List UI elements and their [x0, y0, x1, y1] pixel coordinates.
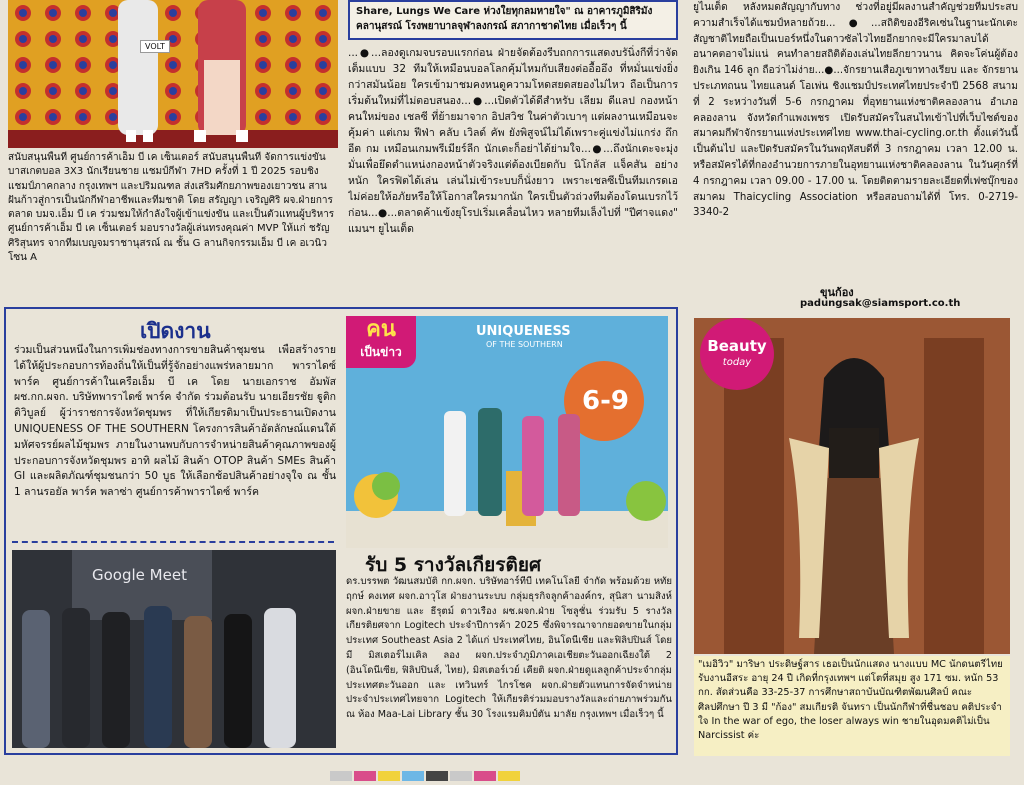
open-shop-headline: เปิดงาน	[140, 318, 211, 343]
sports-column-right: ยูไนเต็ด หลังหมดสัญญากับทาง ช่วงที่อยู่มีผลงานสำคัญช่วยทีมประสบความสำเร็จได้แชมป์หลายถ้วย...●...สถิติของอีริคเซ่นในฐานะนักเตะสัญชาติไทยถือเป็นเบอร์หนึ่งในดาวซัลไวไทยอีกยากจะมีใครมาลบได้ อนาคตอาจไม่แน่ คนทำลายสถิติต้องเล่นไทยลีกยาวนาน คิดจะโค่นผู้ต้องยิงเกิน 146 ลูก ถือว่าไม่ง่าย...●...จักรยานเสือภูเขาทางเรียบ และ จักรยานประเภทถนน ไทยแลนด์ โอเพ่น ชิงแชมป์ประเทศไทยประจำปี 2568 สนามที่ 2 ระหว่างวันที่ 5-6 กรกฎาคม ที่อุทยานแห่งชาติคลองลาน อำเภอคลองลาน จังหวัดกำแพงเพชร เปิดรับสมัครในสนไทเข้าไปที่เว็บไซต์ของสมาคมกีฬาจักรยานแห่งประเทศไทย www.thai-cycling.or.th ตั้งแต่วันนี้เป็นต้นไป และปิดรับสมัครในวันพฤหัสบดีที่ 3 กรกฎาคม เวลา 12.00 น. หรือสมัครได้ที่กองอำนวยการภายในอุทยานแห่งชาติคลองลาน ในวันศุกร์ที่ 4 กรกฎาคม เวลา 09.00 - 17.00 น. โดยติดตามรายละเอียดที่เฟซบุ๊กของสมาคม Thaicycling Association หรือสอบถามได้ที่ โทร. 0-2719-3340-2	[693, 2, 1018, 219]
beauty-caption-text: "เมอิวิว" มาริษา ประดิษฐ์สาร เธอเป็นนักแสดง นางแบบ MC นักดนตรีไทย รับงานอีสระ อายุ 24 ปี เกิดที่กรุงเทพฯ แต่โตที่สมุย สูง 171 ซม. หนัก 53 กก. สัดส่วนคือ 33-25-37 การศึกษาสถาบันบัณฑิตพัฒนศิลป์ คณะศิลปศึกษา ปี 3 มี "ก้อง" สมเกียรติ จันทรา เป็นนักกีฬาที่ชื่นชอบ คติประจำใจ In the war of ego, the loser always win ชายในอุดมคติไม่เป็น Narcissist ค่ะ	[698, 659, 1003, 742]
author-signature: ขุนก้อง	[820, 286, 854, 299]
kon-pen-khao-badge	[346, 316, 416, 368]
beauty-today-badge	[700, 318, 774, 390]
badge-top-text: คน	[366, 317, 396, 342]
award-group-photo	[12, 550, 336, 748]
event-banner-line2: OF THE SOUTHERN	[486, 340, 563, 349]
google-meet-sign: Google Meet	[92, 566, 187, 584]
award-headline: รับ 5 รางวัลเกียรติยศ	[365, 554, 542, 576]
lungs-box: Share, Lungs We Care ห่วงใยทุกลมหายใจ" ณ อาคารภูมิสิริมังคลานุสรณ์ โรงพยาบาลจุฬาลงกรณ์ สภากาชาดไทย เมื่อเร็วๆ นี้	[348, 0, 678, 40]
bottom-color-strip	[330, 766, 730, 776]
basketball-caption: สนับสนุนพื้นที่ ศูนย์การค้าเอ็ม บี เค เซ็นเตอร์ สนับสนุนพื้นที่ จัดการแข่งขัน บาสเกตบอล 3X3 นักเรียนชาย แชมป์กีฬา 7HD ครั้งที่ 1 ปี 2025 รอบชิงแชมป์ภาคกลาง กรุงเทพฯ และปริมณฑล ส่งเสริมศักยภาพของเยาวชน สานฝันก้าวสู่การเป็นนักกีฬาอาชีพและทีมชาติ โดย สรัญญา เจริญศิริ ผจ.ฝ่ายการตลาด บมจ.เอ็ม บี เค ร่วมชมให้กำลังใจผู้เข้าแข่งขัน และเป็นตัวแทนผู้บริหารศูนย์การค้าเอ็ม บี เค เซ็นเตอร์ มอบรางวัลผู้เล่นทรงคุณค่า MVP ให้แก่ ชรัญ ศิริสุนทร จากทีมเบญจมราชานุสรณ์ ณ ชั้น G ลานกิจกรรมเอ็ม บี เค อเวนิว โซน A	[8, 152, 335, 264]
badge-bottom-text: เป็นข่าว	[360, 345, 402, 359]
event-photo	[346, 316, 668, 548]
beauty-caption-box	[694, 656, 1010, 756]
beauty-badge-line2: today	[722, 357, 752, 368]
basketball-photo	[8, 0, 338, 148]
open-shop-body: ร่วมเป็นส่วนหนึ่งในการเพิ่มช่องทางการขายสินค้าชุมชน เพื่อสร้างรายได้ให้ผู้ประกอบการท้องถิ่นให้เป็นที่รู้จักอย่างแพร่หลายมาก พาราไดซ์ พาร์ค ศูนย์การค้าในเครือเอ็ม บี เค โดย นายเอกราช อัมพัส ผช.กก.ผจก. บริษัทพาราไดซ์ พาร์ค จำกัด ร่วมต้อนรับ นายเอียรชัย ฐูติกติวิบูลย์ ผู้ว่าราชการจังหวัดชุมพร ที่ให้เกียรติมาเป็นประธานเปิดงาน UNIQUENESS OF THE SOUTHERN โครงการสินค้าอัตลักษณ์แดนใต้ มหัศจรรย์ผลไม้ชุมพร ภายในงานพบกับการจำหน่ายสินค้าคุณภาพของผู้ประกอบการจังหวัดชุมพร อาทิ ผลไม้ สินค้า OTOP สินค้า SMEs สินค้า GI และผลิตภัณฑ์ชุมชนกว่า 50 บูธ ให้เลือกช้อปสินค้าอย่างจุใจ ณ ชั้น 1 ลานรอยัล พาร์ค พลาซ่า ศูนย์การค้าพาราไดซ์ พาร์ค	[14, 344, 336, 499]
beauty-badge-line1: Beauty	[707, 337, 767, 355]
dashed-divider	[12, 541, 334, 543]
beauty-photo	[694, 318, 1010, 654]
author-email: padungsak@siamsport.co.th	[800, 298, 961, 309]
award-body: ดร.บรรพต วัฒนสมบัติ กก.ผจก. บริษัทอาร์ทีบี เทคโนโลยี จำกัด พร้อมด้วย หทัยฤกษ์ คงเทศ ผจก.อาวุโส ฝ่ายงานระบบ กลุ่มธุรกิจลูกค้าองค์กร, สุนิสา นามสิงห์ ผจก.ฝ่ายขาย และ ธีรุตม์ ดาวเรือง ผช.ผจก.ฝ่าย โซลูชั่น ร่วมรับ 5 รางวัลเกียรติยศจาก Logitech ประจำปีการค้า 2025 ซึ่งพิจารณาจากยอดขายในกลุ่มประเทศ Southeast Asia 2 ได้แก่ ประเทศไทย, อินโดนีเซีย และฟิลิปปินส์ โดยมี มิสเตอร์ไมเคิล ลอง ผจก.ประจำภูมิภาคเอเชียตะวันออกเฉียงใต้ 2 (อินโดนีเซีย, ฟิลิปปินส์, ไทย), มิสเตอร์เวย์ เคียติ ผจก.ฝ่ายดูแลลูกค้าประจำกลุ่มประเทศตะวันออก และ เทวินทร์ ไกรโชค ผจก.ฝ่ายตัวแทนการจัดจำหน่ายประจำประเทศไทยจาก Logitech ให้เกียรติร่วมมอบรางวัลและถ่ายภาพร่วมกัน ณ ห้อง Maa-Lai Library ชั้น 30 โรงแรมคิมป์ตัน มาลัย กรุงเทพฯ เมื่อเร็วๆ นี้	[346, 576, 672, 721]
banner-label: VOLT	[140, 40, 170, 53]
sports-column-middle: ...●...ลองดูเกมจบรอบแรกก่อน ฝ่ายจัดต้องรีบถกการแสดงบรันิ่งกีที่ว่าจัดเต็มแบบ 32 ทีมให้เหมือนบอลโลกคุ้มไหมกับเสียงต่ออื้ออึง ที่หมั่นแข่งยิ่งกว่าสมันน้อย ใครเข้ามาชมคงหนดูความโหดสยดสยองไม่ไหว ถือเป็นการเริ่มต้นใหม่ที่ไม่ตอบสนอง...●...เปิดตัวได้ดีสำหรับ เลียม ดีแลป กองหน้าคนใหม่ของ เชลซี ที่ย้ายมาจาก อิปสวิช ในค่าตัวเบาๆ แต่ผลงานเหมือนจะคุ้มค่า แต่เกม ฟีฟ่า คลับ เวิลด์ คัพ ยังพิสูจน์ไม่ได้เพราะคู่แข่งไม่แกร่ง ถึก อีต กม เหมือนเกมพรีเมียร์ลีก นักเตะก็อย่าได้ย่ามใจ...●...ถึงนักเตะจะมุ่งมั่นเพื่อยึดตำแหน่งกองหน้าตัวจริงแต่ต้องเบียดกับ นิโกลัส แจ็คสัน อย่างหนัก ใครฟิตได้เล่น เล่นไม่เข้าระบบก็นั่งยาว เพราะเชลซีเป็นทีมเกรดเอ ไม่ค่อยให้อภัยหรือให้โอกาสใครมากนัก ใครเป็นตัวถ่วงทีมต้องโดนเบรกไว้ก่อน...●...ตลาดค้าแข้งยุโรปเริ่มเคลื่อนไหว หลายทีมเล็งไปที่ "ปีศาจแดง" แมนฯ ยูไนเต็ด	[348, 47, 678, 235]
event-banner-line1: UNIQUENESS	[476, 324, 571, 339]
event-dates: 6-9	[582, 386, 629, 416]
sponsor-backdrop-pattern	[8, 0, 338, 148]
